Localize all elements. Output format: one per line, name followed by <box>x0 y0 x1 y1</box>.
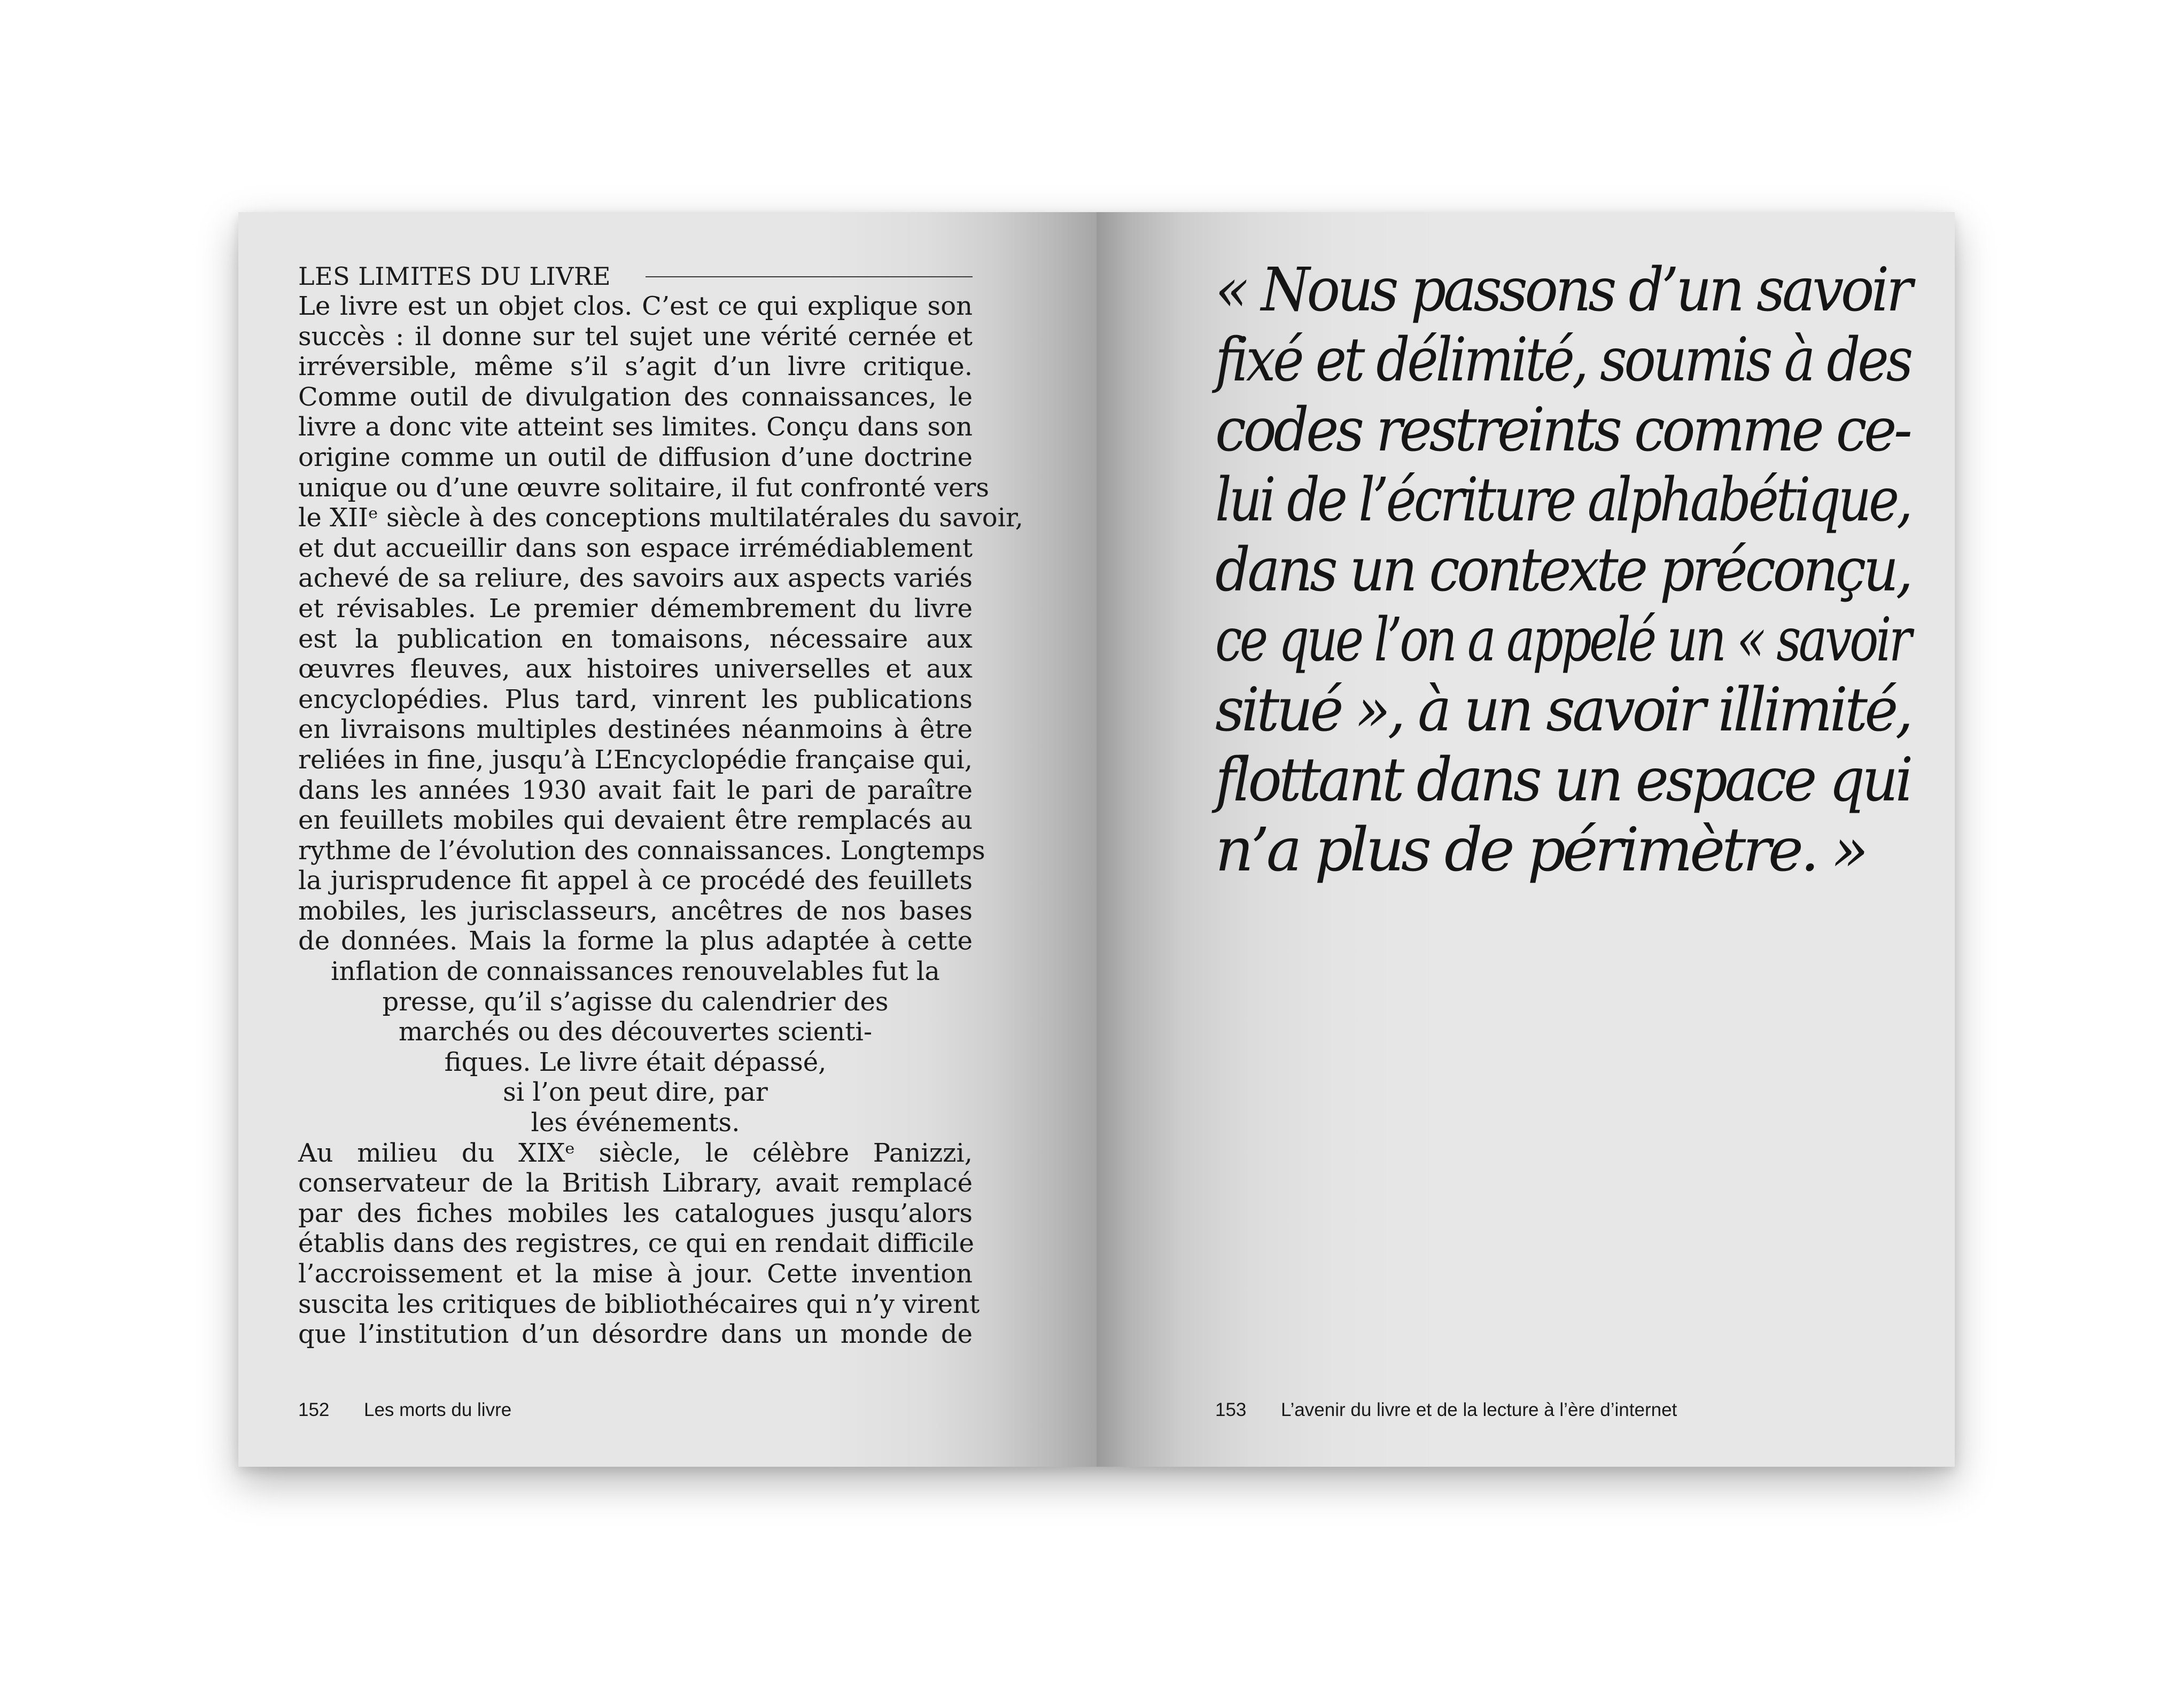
body-line-centered: inflation de connaissances renouvelables fut la <box>331 956 940 987</box>
quote-line: dans un contexte préconçu, <box>1215 535 1910 605</box>
right-folio <box>1215 1398 1677 1422</box>
quote-line: « Nous passons d’un savoir <box>1215 255 1910 325</box>
pull-quote <box>1215 255 1910 885</box>
body-line-centered: marchés ou des découvertes scienti- <box>398 1017 873 1047</box>
body-line: dans les années 1930 avait fait le pari de paraître <box>298 775 973 805</box>
quote-line: ce que l’on a appelé un « savoir <box>1215 605 1910 675</box>
body-line-centered: fiques. Le livre était dépassé, <box>444 1047 827 1077</box>
body-line-centered: presse, qu’il s’agisse du calendrier des <box>382 986 889 1017</box>
body-line: en livraisons multiples destinées néanmoins à être <box>298 714 973 745</box>
body-line-centered: les événements. <box>531 1108 740 1138</box>
quote-line: flottant dans un espace qui <box>1215 745 1910 815</box>
page-number: 153 <box>1215 1399 1247 1420</box>
quote-line: fixé et délimité, soumis à des <box>1215 325 1910 395</box>
body-line: achevé de sa reliure, des savoirs aux aspects variés <box>298 563 973 594</box>
running-title: L’avenir du livre et de la lecture à l’ère d’internet <box>1281 1399 1677 1420</box>
section-heading: LES LIMITES DU LIVRE <box>298 262 611 291</box>
body-line: reliées in fine, jusqu’à L’Encyclopédie française qui, <box>298 744 973 775</box>
body-line: le XIIᵉ siècle à des conceptions multilatérales du savoir, <box>298 503 1023 533</box>
left-folio <box>298 1398 511 1422</box>
body-line: et dut accueillir dans son espace irrémédiablement <box>298 533 973 563</box>
body-line: établis dans des registres, ce qui en rendait difficile <box>298 1228 975 1259</box>
body-line: suscita les critiques de bibliothécaires qui n’y virent <box>298 1289 980 1319</box>
body-line: mobiles, les jurisclasseurs, ancêtres de nos bases <box>298 896 973 926</box>
body-line: unique ou d’une œuvre solitaire, il fut confronté vers <box>298 472 989 503</box>
body-line: succès : il donne sur tel sujet une vérité cernée et <box>298 321 973 352</box>
quote-line: n’a plus de périmètre. » <box>1215 815 1866 885</box>
body-line: livre a donc vite atteint ses limites. Conçu dans son <box>298 412 973 442</box>
left-page <box>238 212 1097 1467</box>
body-line: origine comme un outil de diffusion d’une doctrine <box>298 442 973 472</box>
body-line: et révisables. Le premier démembrement du livre <box>298 593 973 624</box>
body-line: en feuillets mobiles qui devaient être remplacés au <box>298 805 973 836</box>
body-line: œuvres fleuves, aux histoires universelles et aux <box>298 654 973 684</box>
body-line: encyclopédies. Plus tard, vinrent les publications <box>298 684 973 714</box>
body-line: conservateur de la British Library, avait remplacé <box>298 1168 973 1199</box>
body-line: l’accroissement et la mise à jour. Cette invention <box>298 1259 973 1289</box>
page-number: 152 <box>298 1399 330 1420</box>
body-line: que l’institution d’un désordre dans un monde de <box>298 1319 973 1350</box>
body-line: est la publication en tomaisons, nécessaire aux <box>298 624 973 654</box>
body-line: la jurisprudence fit appel à ce procédé des feuillets <box>298 866 973 896</box>
body-line: par des fiches mobiles les catalogues jusqu’alors <box>298 1198 973 1228</box>
body-text <box>298 291 1023 1350</box>
quote-line: lui de l’écriture alphabétique, <box>1215 465 1910 535</box>
section-heading-row <box>298 261 973 291</box>
body-line: Au milieu du XIXᵉ siècle, le célèbre Panizzi, <box>298 1138 973 1168</box>
quote-line: situé », à un savoir illimité, <box>1215 675 1910 745</box>
body-line: irréversible, même s’il s’agit d’un livre critique. <box>298 352 973 382</box>
body-line: Le livre est un objet clos. C’est ce qui explique son <box>298 291 973 321</box>
body-line: de données. Mais la forme la plus adaptée à cette <box>298 926 973 956</box>
quote-line: codes restreints comme ce- <box>1215 395 1910 465</box>
heading-rule <box>646 276 973 277</box>
body-line: Comme outil de divulgation des connaissances, le <box>298 382 973 412</box>
body-line-centered: si l’on peut dire, par <box>503 1077 768 1108</box>
running-title: Les morts du livre <box>364 1399 512 1420</box>
body-line: rythme de l’évolution des connaissances. Longtemps <box>298 835 985 866</box>
